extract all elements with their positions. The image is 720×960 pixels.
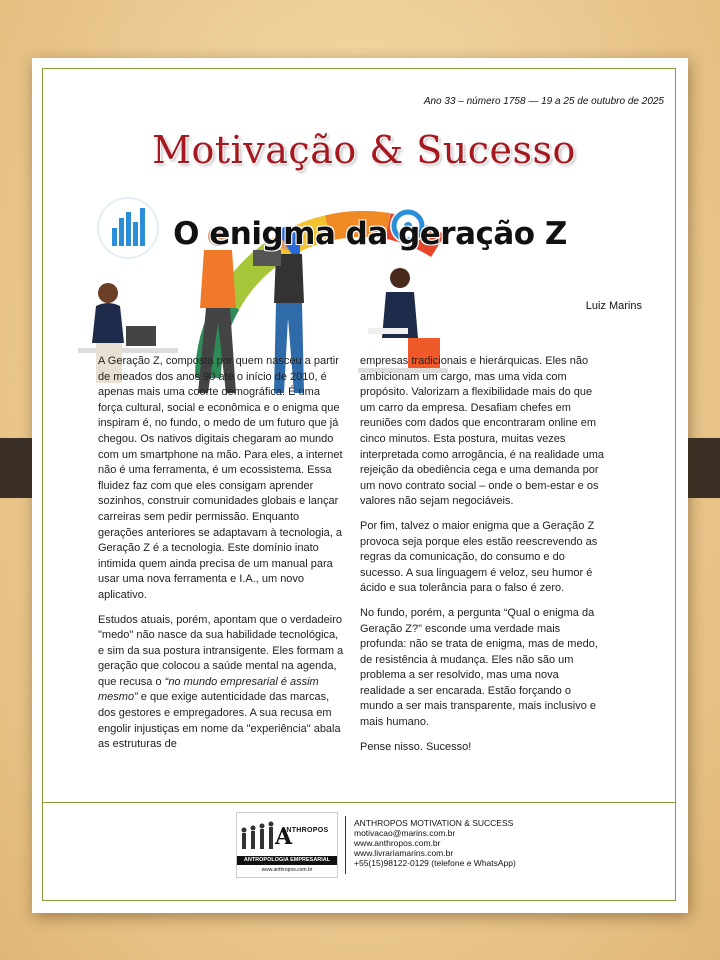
contact-bookstore-link[interactable]: www.livrariamarins.com.br (354, 848, 454, 858)
contact-email-link[interactable]: motivacao@marins.com.br (354, 828, 456, 838)
closing-line: Pense nisso. Sucesso! (360, 740, 472, 753)
evolution-figures-icon (239, 816, 293, 856)
column-left (98, 354, 344, 762)
paragraph: A Geração Z, composta por quem nasceu a partir de meados dos anos 90 até o início de 2010, é apenas mais uma coorte demográfica. É uma força cultural, social e econômica e o enigma que inspiram é, no fundo, o medo de um futuro que já chegou. Os nativos digitais chegaram ao mundo com um smartphone na mão. Para eles, a internet não é uma ferramenta, é um ecossistema. Essa fluidez faz com que eles consigam aprender sozinhos, construir comunidades globais e lançar carreiras sem pedir permissão. Enquanto gerações anteriores se adaptavam à tecnologia, a Geração Z é a tecnologia. Este domínio inato intimida quem ainda precisa de um manual para usar uma nova ferramenta e I.A., um novo aplicativo. (98, 355, 343, 601)
paragraph: empresas tradicionais e hierárquicas. Eles não ambicionam um cargo, mas uma vida com propósito. Valorizam a flexibilidade mais do que um carro da empresa. Desafiam chefes em reuniões com dados que encontraram online em cinco minutos. Esta postura, muitas vezes interpretada como arrogância, é na realidade uma rejeição da obediência cega e uma demanda por um novo contrato social – onde o bem-estar e os valores não sejam negociáveis. (360, 355, 604, 508)
paragraph: No fundo, porém, a pergunta “Qual o enigma da Geração Z?" esconde uma verdade mais profunda: não se trata de enigma, mas de medo, de resistência à mudança. Eles não são um problema a ser resolvido, mas uma nova realidade a ser encarada. Estão forçando o mundo a ser mais transparente, mais inclusivo e mais humano. (360, 606, 598, 729)
svg-text:A: A (275, 824, 293, 850)
quote-text: “no mundo empresarial é assim mesmo” (98, 675, 319, 704)
logo-url: www.anthropos.com.br (261, 867, 313, 873)
contact-phone: +55(15)98122-0129 (telefone e WhatsApp) (354, 858, 516, 868)
footer-divider (42, 802, 676, 803)
paragraph: Por fim, talvez o maior enigma que a Geração Z provoca seja porque eles estão reescrevendo as regras da comunicação, do consumo e do sucesso. A sua linguagem é veloz, seu humor é ácido e sua tolerância para o falso é zero. (360, 519, 598, 595)
text-run: Estudos atuais, porém, apontam que o verdadeiro "medo" não nasce da sua habilidade tecnológica, e sim da sua postura intransigente. Eles formam a geração que colocou a saúde mental na agenda, que recusa o (98, 613, 344, 688)
paragraph (98, 613, 344, 753)
issue-line: Ano 33 – número 1758 — 19 a 25 de outubro de 2025 (423, 96, 664, 107)
headline: O enigma da geração Z (173, 216, 567, 252)
logo-tagline: ANTROPOLOGIA EMPRESARIAL (237, 856, 337, 865)
contact-block (354, 818, 516, 868)
contact-website-link[interactable]: www.anthropos.com.br (354, 838, 441, 848)
text-run: e que exige autenticidade das marcas, dos gestores e empregadores. A sua recusa em engolir injustiças em nome da "experiência" abala as estruturas de (98, 691, 341, 751)
author: Luiz Marins (585, 300, 642, 312)
column-right (360, 354, 606, 764)
newsletter-page (32, 58, 688, 913)
logo-name: ANTHROPOS (281, 827, 329, 834)
anthropos-logo (236, 812, 338, 878)
brand-title: Motivação & Sucesso (152, 128, 576, 172)
contact-company: ANTHROPOS MOTIVATION & SUCCESS (354, 818, 514, 828)
footer-separator (345, 816, 346, 874)
